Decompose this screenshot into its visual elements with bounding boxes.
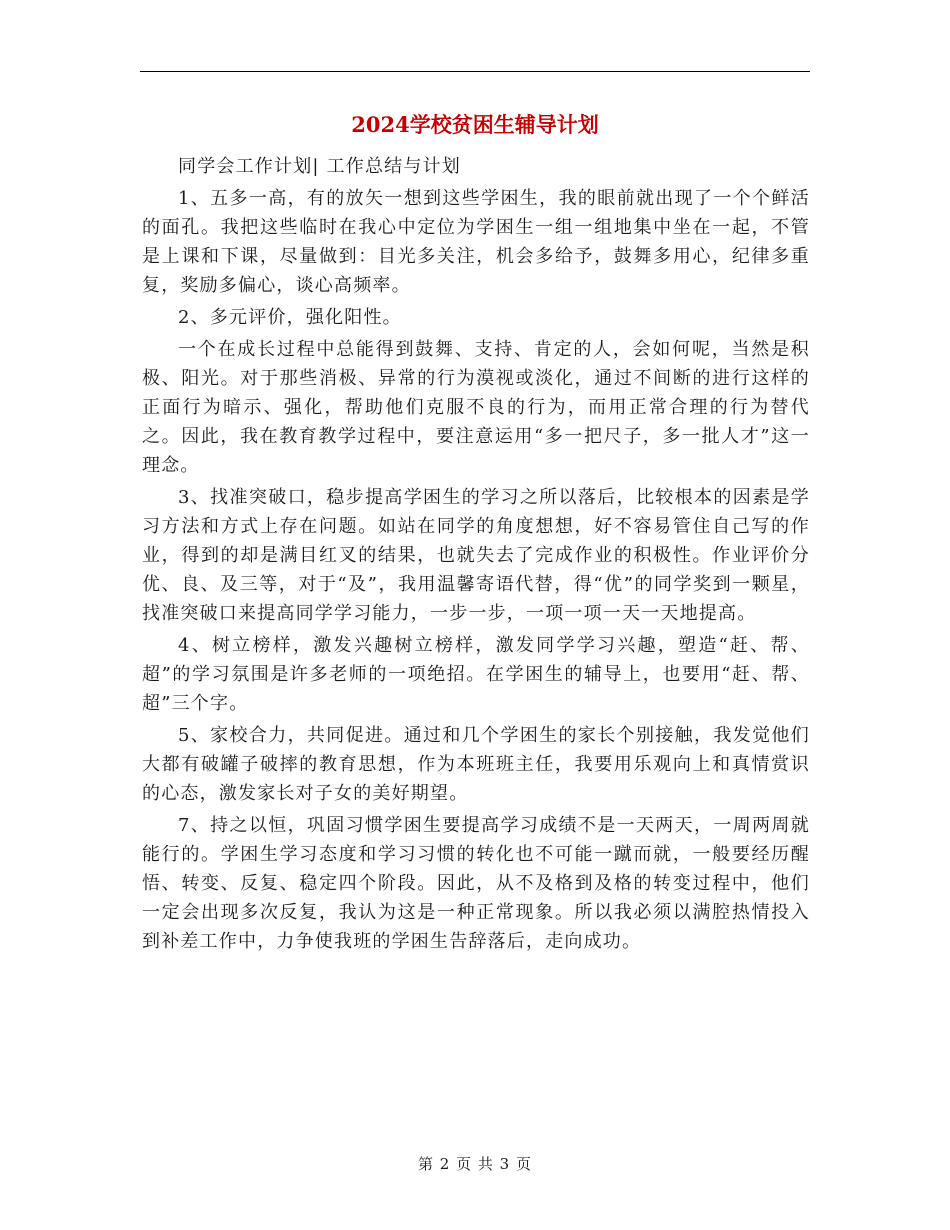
paragraph-7: 7、持之以恒，巩固习惯学困生要提高学习成绩不是一天两天，一周两周就能行的。学困生学习态度和学习习惯的转化也不可能一蹴而就，一般要经历醒悟、转变、反复、稳定四个阶段。因此，从不及格到及格的转变过程中，他们一定会出现多次反复，我认为这是一种正常现象。所以我必须以满腔热情投入到补差工作中，力争使我班的学困生告辞落后，走向成功。 <box>142 815 810 952</box>
subtitle-line: 同学会工作计划| 工作总结与计划 <box>178 156 461 177</box>
paragraph-1: 1、五多一高，有的放矢一想到这些学困生，我的眼前就出现了一个个鲜活的面孔。我把这些临时在我心中定位为学困生一组一组地集中坐在一起，不管是上课和下课，尽量做到：目光多关注，机会多给予，鼓舞多用心，纪律多重复，奖励多偏心，谈心高频率。 <box>142 188 810 296</box>
header-rule <box>140 71 810 72</box>
paragraph-6: 5、家校合力，共同促进。通过和几个学困生的家长个别接触，我发觉他们大都有破罐子破摔的教育思想，作为本班班主任，我要用乐观向上和真情赏识的心态，激发家长对子女的美好期望。 <box>142 725 810 804</box>
document-title: 2024学校贫困生辅导计划 <box>351 112 599 137</box>
paragraph-3: 一个在成长过程中总能得到鼓舞、支持、肯定的人，会如何呢，当然是积极、阳光。对于那些消极、异常的行为漠视或淡化，通过不间断的进行这样的正面行为暗示、强化，帮助他们克服不良的行为，而用正常合理的行为替代之。因此，我在教育教学过程中，要注意运用“多一把尺子，多一批人才”这一理念。 <box>142 339 810 476</box>
page-number-footer: 第 2 页 共 3 页 <box>418 1155 532 1173</box>
document-body <box>142 152 810 959</box>
paragraph-5: 4、树立榜样，激发兴趣树立榜样，激发同学学习兴趣，塑造“赶、帮、超”的学习氛围是许多老师的一项绝招。在学困生的辅导上，也要用“赶、帮、超”三个字。 <box>142 635 810 714</box>
paragraph-4: 3、找准突破口，稳步提高学困生的学习之所以落后，比较根本的因素是学习方法和方式上存在问题。如站在同学的角度想想，好不容易管住自己写的作业，得到的却是满目红叉的结果，也就失去了完成作业的积极性。作业评价分优、良、及三等，对于“及”，我用温馨寄语代替，得“优”的同学奖到一颗星，找准突破口来提高同学学习能力，一步一步，一项一项一天一天地提高。 <box>142 487 810 624</box>
paragraph-2: 2、多元评价，强化阳性。 <box>178 307 402 328</box>
